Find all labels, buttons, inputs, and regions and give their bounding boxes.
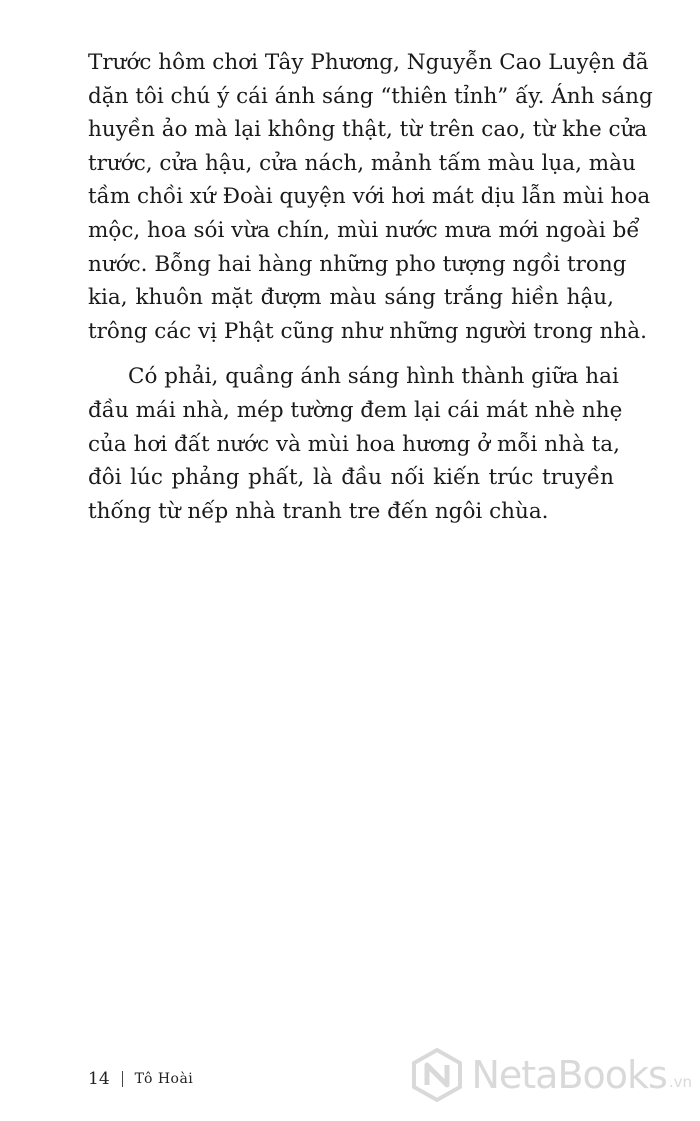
text-line: trông các vị Phật cũng như những người trong nhà. [88, 318, 647, 344]
page-number: 14 [88, 1069, 110, 1089]
text-line: đôi lúc phảng phất, là đầu nối kiến trúc truyền [88, 465, 614, 491]
text-line: huyền ảo mà lại không thật, từ trên cao, từ khe cửa [88, 117, 648, 143]
watermark [409, 1047, 692, 1103]
watermark-tld: .vn [668, 1073, 692, 1091]
page-footer [88, 1069, 193, 1089]
paragraph-gap [88, 348, 614, 360]
paragraph-2 [88, 360, 623, 528]
text-line: mộc, hoa sói vừa chín, mùi nước mưa mới ngoài bể [88, 217, 640, 243]
author-name: Tô Hoài [134, 1071, 194, 1087]
watermark-brand: NetaBooks [471, 1053, 667, 1097]
page-body [88, 46, 653, 528]
footer-divider [122, 1071, 123, 1087]
netabooks-logo-icon [409, 1047, 465, 1103]
text-line: tầm chồi xứ Đoài quyện với hơi mát dịu lẫn mùi hoa [88, 184, 651, 210]
text-line: đầu mái nhà, mép tường đem lại cái mát nhè nhẹ [88, 397, 623, 423]
text-line: dặn tôi chú ý cái ánh sáng “thiên tỉnh” ấy. Ánh sáng [88, 83, 653, 109]
text-line: thống từ nếp nhà tranh tre đến ngôi chùa. [88, 498, 549, 524]
text-line: Có phải, quầng ánh sáng hình thành giữa hai [128, 364, 619, 390]
text-line: trước, cửa hậu, cửa nách, mảnh tấm màu lụa, màu [88, 150, 636, 176]
text-line: nước. Bỗng hai hàng những pho tượng ngồi trong [88, 251, 627, 277]
paragraph-1 [88, 46, 653, 348]
text-line: kia, khuôn mặt đượm màu sáng trắng hiền hậu, [88, 285, 614, 311]
text-line: của hơi đất nước và mùi hoa hương ở mỗi nhà ta, [88, 431, 620, 457]
text-line: Trước hôm chơi Tây Phương, Nguyễn Cao Luyện đã [88, 50, 649, 75]
